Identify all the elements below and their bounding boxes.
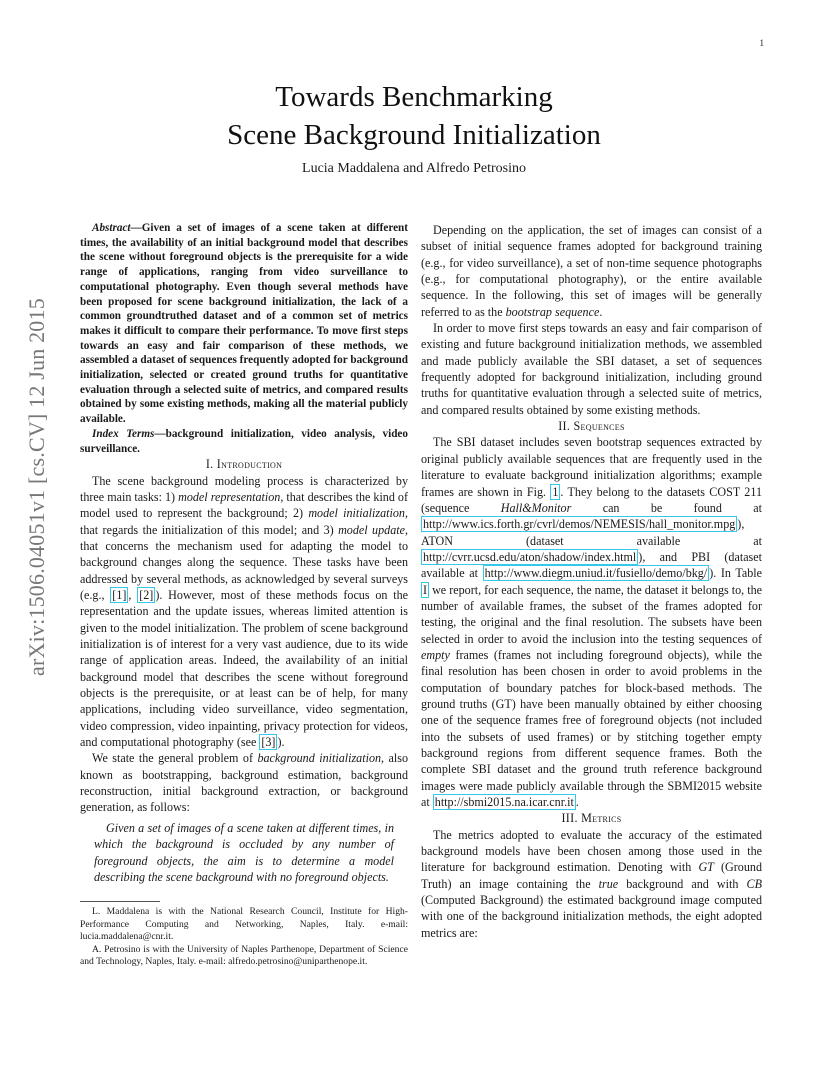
emphasis: model representation — [178, 489, 281, 504]
title-line-1: Towards Benchmarking — [275, 81, 553, 113]
text: , that concerns the mechanism used for adapting the model to background changes along the sequence. These tasks have been addressed by several methods, as acknowledged by several surveys (e.g., — [80, 522, 408, 602]
text: ). In Table — [709, 566, 763, 581]
text: (Ground Truth) an image containing the — [421, 860, 762, 891]
text: . They belong to the datasets COST 211 (sequence — [421, 484, 762, 515]
title-line-2: Scene Background Initialization — [227, 119, 601, 151]
sequences-paragraph — [421, 434, 762, 810]
math-cb: CB — [746, 876, 762, 891]
text: , that regards the initialization of this model; and 3) — [80, 506, 408, 537]
url-link-sbmi2015[interactable]: http://sbmi2015.na.icar.cnr.it — [434, 795, 574, 810]
intro-paragraph-1 — [80, 473, 408, 751]
footnote-author-1: L. Maddalena is with the National Research Council, Institute for High-Performance Computing and Networking, Naples, Italy. e-mail: lucia.maddalena@cnr.it. — [80, 906, 408, 943]
emphasis: bootstrap sequence — [505, 304, 600, 319]
footnote-divider — [80, 901, 160, 902]
text: frames (frames not including foreground objects), while the final resolution has been chosen in order to avoid problems in the computation of boundary patches for block-based methods. The ground truths (GT) have been manually obtained by either choosing one of the sequence frames free of foreground objects (not included into the subsets of used frames) or by stitching together empty background regions from different sequence frames. Both the complete SBI dataset and the ground truth reference background images were made publicly available through the SBMI2015 website at — [421, 647, 762, 810]
url-link-aton[interactable]: http://cvrr.ucsd.edu/aton/shadow/index.html — [423, 549, 637, 564]
footnote-author-2: A. Petrosino is with the University of Naples Parthenope, Department of Science and Technology, Naples, Italy. e-mail: alfredo.petrosino@uniparthenope.it. — [80, 943, 408, 968]
text: ). — [277, 735, 285, 750]
table-link[interactable]: I — [423, 582, 428, 597]
text: ), ATON (dataset available at — [421, 517, 762, 548]
text: , — [128, 588, 138, 602]
right-column — [421, 222, 762, 941]
paper-title — [0, 78, 828, 154]
abstract-label: Abstract — [92, 222, 131, 234]
page-number: 1 — [759, 38, 764, 48]
section-heading-metrics: III. Metrics — [561, 811, 622, 826]
index-terms-text: —background initialization, video analysis, video surveillance. — [80, 427, 408, 455]
citation-link-1[interactable]: [1] — [112, 588, 127, 602]
citation-link-3[interactable]: [3] — [261, 735, 276, 750]
index-terms — [80, 427, 408, 456]
index-terms-label: Index Terms — [92, 427, 155, 440]
emphasis: model initialization — [308, 506, 405, 521]
emphasis: model update — [338, 522, 405, 537]
text: background and with — [618, 876, 747, 891]
text: , that describes the kind of model used to represent the background; 2) — [80, 489, 409, 521]
text: , also known as bootstrapping, background estimation, background reconstruction, initial background extraction, or background generation, as follows: — [80, 751, 409, 815]
url-link-cost211[interactable]: http://www.ics.forth.gr/cvrl/demos/NEMESIS/hall_monitor.mpg — [423, 517, 736, 532]
section-heading-introduction: I. Introduction — [205, 457, 283, 472]
text: can be found at — [571, 500, 763, 515]
text: The metrics adopted to evaluate the accuracy of the estimated background models have been chosen among those used in the literature for background estimation. Denoting with — [421, 827, 762, 875]
emphasis: Hall&Monitor — [500, 500, 572, 515]
text: (Computed Background) the estimated background image computed with one of the background initialization methods, the eight adopted metrics are: — [421, 893, 762, 940]
text: We state the general problem of — [92, 751, 258, 766]
left-column — [80, 221, 408, 969]
emphasis: true — [598, 876, 619, 891]
text: The SBI dataset includes seven bootstrap sequences extracted by original publicly available sequences that are frequently used in the literature to evaluate background initialization algorithms; example frames are shown in Fig. — [421, 435, 762, 499]
text: . — [599, 304, 603, 319]
arxiv-stamp: arXiv:1506.04051v1 [cs.CV] 12 Jun 2015 — [24, 298, 49, 676]
section-heading-sequences: II. Sequences — [558, 419, 625, 434]
abstract-text: —Given a set of images of a scene taken at different times, the availability of an initial background model that describes the scene without foreground objects is the prerequisite for a wide range of applications, ranging from video surveillance to computational photography. Even though several methods have been proposed for scene background initialization, the lack of a common groundtruthed dataset and of a common set of metrics makes it difficult to compare their performance. To move first steps towards an easy and fair comparison of these methods, we assembled a dataset of sequences frequently adopted for background initialization, selected or created ground truths for quantitative evaluation through a selected suite of metrics, and compared results obtained by some existing methods, making all the material publicly available. — [80, 222, 408, 426]
abstract — [80, 221, 408, 427]
right-paragraph-2: In order to move first steps towards an easy and fair comparison of existing and future background initialization methods, we assembled and made publicly available the SBI dataset, a set of sequences frequently adopted for background initialization, including ground truths for quantitative evaluation through a selected suite of metrics, and compared results obtained by some existing methods. — [421, 321, 762, 417]
emphasis: empty — [421, 647, 450, 662]
figure-link[interactable]: 1 — [552, 484, 559, 499]
text: ). However, most of these methods focus on the representation and the update issues, whereas limited attention is given to the model initialization. The problem of scene background initialization is of interest for a very vast audience, due to its wide range of application areas. Indeed, the availability of an initial background model that describes the scene without foreground objects is the prerequisite, or at least can be of help, for many applications, including video surveillance, video segmentation, video compression, video inpainting, privacy protection for videos, and computational photography (see — [80, 588, 408, 750]
text: Depending on the application, the set of images can consist of a subset of initial sequence frames adopted for background training (e.g., for video surveillance), a set of non-time sequence photographs (e.g., for computational photography), or the entire available sequence. In the following, this set of images will be generally referred to as the — [421, 223, 762, 319]
metrics-paragraph — [421, 827, 762, 941]
text: . — [575, 795, 579, 810]
intro-paragraph-2 — [80, 750, 408, 815]
problem-statement: Given a set of images of a scene taken at different times, in which the background is occluded by any number of foreground objects, the aim is to determine a model describing the scene background with no foreground objects. — [94, 820, 394, 884]
authors: Lucia Maddalena and Alfredo Petrosino — [302, 161, 526, 176]
text: ), and PBI (dataset available at — [421, 549, 762, 581]
citation-link-2[interactable]: [2] — [139, 588, 154, 602]
math-gt: GT — [698, 860, 714, 875]
emphasis: background initialization — [257, 751, 382, 766]
url-link-pbi[interactable]: http://www.diegm.uniud.it/fusiello/demo/bkg/ — [484, 566, 708, 581]
text: The scene background modeling process is characterized by three main tasks: 1) — [80, 473, 408, 504]
right-paragraph-1 — [421, 222, 762, 320]
text: we report, for each sequence, the name, the dataset it belongs to, the number of available frames, the subset of the frames adopted for testing, the original and the final resolution. The subsets have been selected in order to avoid the inclusion into the testing sequences of — [421, 582, 762, 646]
